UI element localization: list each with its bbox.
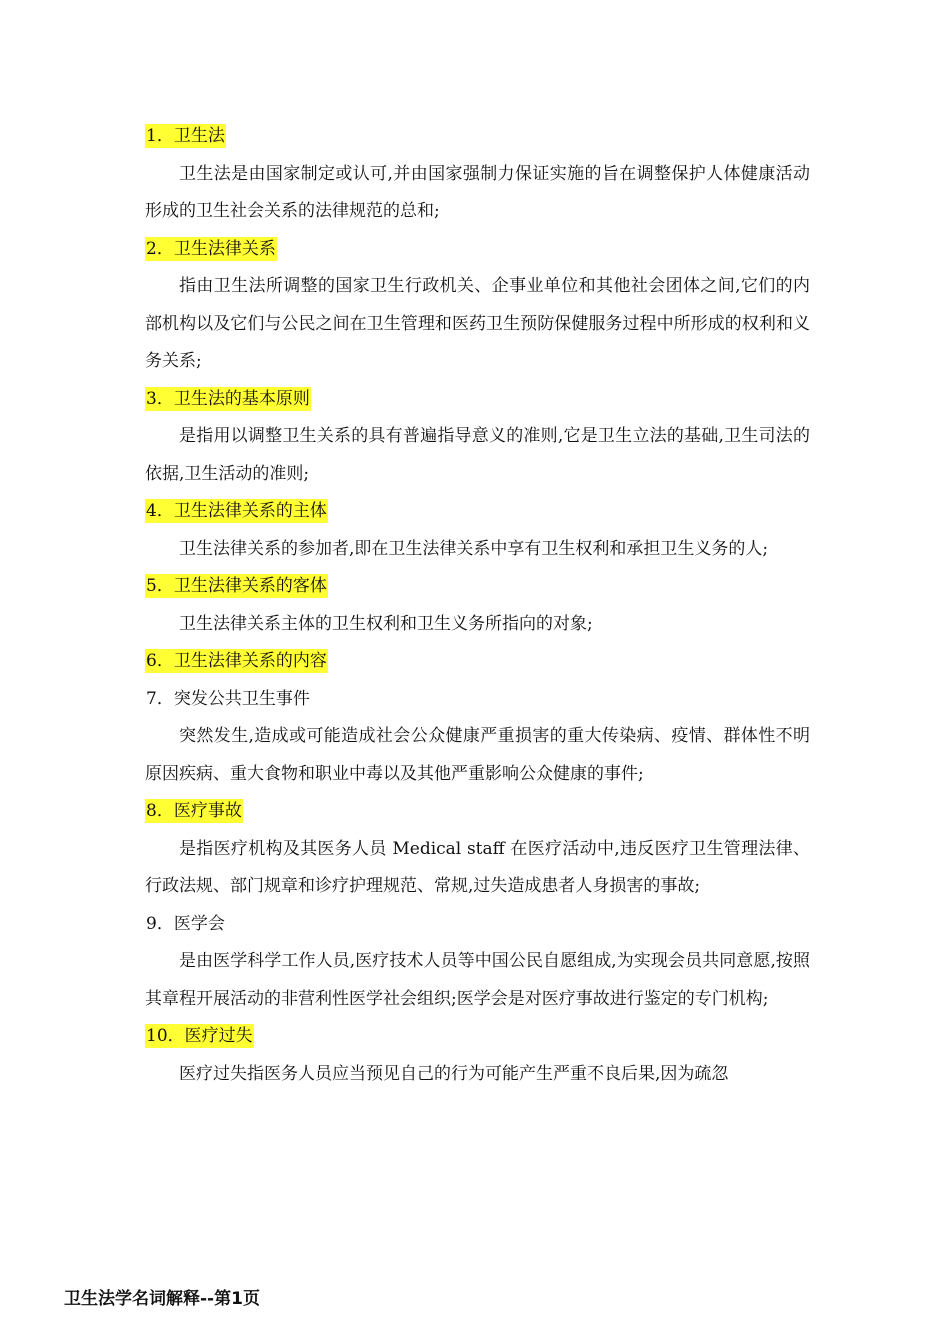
entry-7	[145, 681, 810, 794]
term-heading: 2．卫生法律关系	[146, 238, 276, 259]
term-heading: 3．卫生法的基本原则	[146, 388, 310, 409]
term-definition: 卫生法是由国家制定或认可,并由国家强制力保证实施的旨在调整保护人体健康活动形成的卫生社会关系的法律规范的总和;	[145, 163, 810, 221]
term-heading: 6．卫生法律关系的内容	[146, 651, 327, 671]
term-heading: 7．突发公共卫生事件	[146, 688, 310, 709]
term-definition: 卫生法律关系的参加者,即在卫生法律关系中享有卫生权利和承担卫生义务的人;	[179, 538, 769, 559]
term-heading: 1．卫生法	[146, 126, 225, 146]
term-heading: 4．卫生法律关系的主体	[146, 501, 327, 521]
term-heading: 8．医疗事故	[146, 801, 242, 821]
entry-8	[145, 793, 810, 906]
entry-1	[145, 118, 810, 231]
document-body	[145, 118, 810, 1093]
entry-4	[145, 493, 810, 568]
term-definition: 是指用以调整卫生关系的具有普遍指导意义的准则,它是卫生立法的基础,卫生司法的依据,卫生活动的准则;	[145, 426, 810, 484]
term-definition: 卫生法律关系主体的卫生权利和卫生义务所指向的对象;	[179, 613, 593, 634]
entry-6	[145, 643, 810, 681]
entry-3	[145, 381, 810, 494]
page-footer: 卫生法学名词解释--第1页	[64, 1289, 260, 1309]
term-heading: 10．医疗过失	[146, 1026, 253, 1046]
term-definition: 医疗过失指医务人员应当预见自己的行为可能产生严重不良后果,因为疏忽	[179, 1063, 729, 1084]
term-heading: 9．医学会	[146, 913, 225, 934]
entry-2	[145, 231, 810, 381]
term-definition: 指由卫生法所调整的国家卫生行政机关、企事业单位和其他社会团体之间,它们的内部机构以及它们与公民之间在卫生管理和医药卫生预防保健服务过程中所形成的权利和义务关系;	[145, 276, 810, 371]
term-definition: 是指医疗机构及其医务人员 Medical staff 在医疗活动中,违反医疗卫生管理法律、行政法规、部门规章和诊疗护理规范、常规,过失造成患者人身损害的事故;	[145, 838, 810, 896]
term-definition: 突然发生,造成或可能造成社会公众健康严重损害的重大传染病、疫情、群体性不明原因疾病、重大食物和职业中毒以及其他严重影响公众健康的事件;	[145, 726, 810, 784]
entry-5	[145, 568, 810, 643]
term-definition: 是由医学科学工作人员,医疗技术人员等中国公民自愿组成,为实现会员共同意愿,按照其章程开展活动的非营利性医学社会组织;医学会是对医疗事故进行鉴定的专门机构;	[145, 951, 810, 1009]
entry-9	[145, 906, 810, 1019]
entry-10	[145, 1018, 810, 1093]
term-heading: 5．卫生法律关系的客体	[146, 576, 327, 596]
